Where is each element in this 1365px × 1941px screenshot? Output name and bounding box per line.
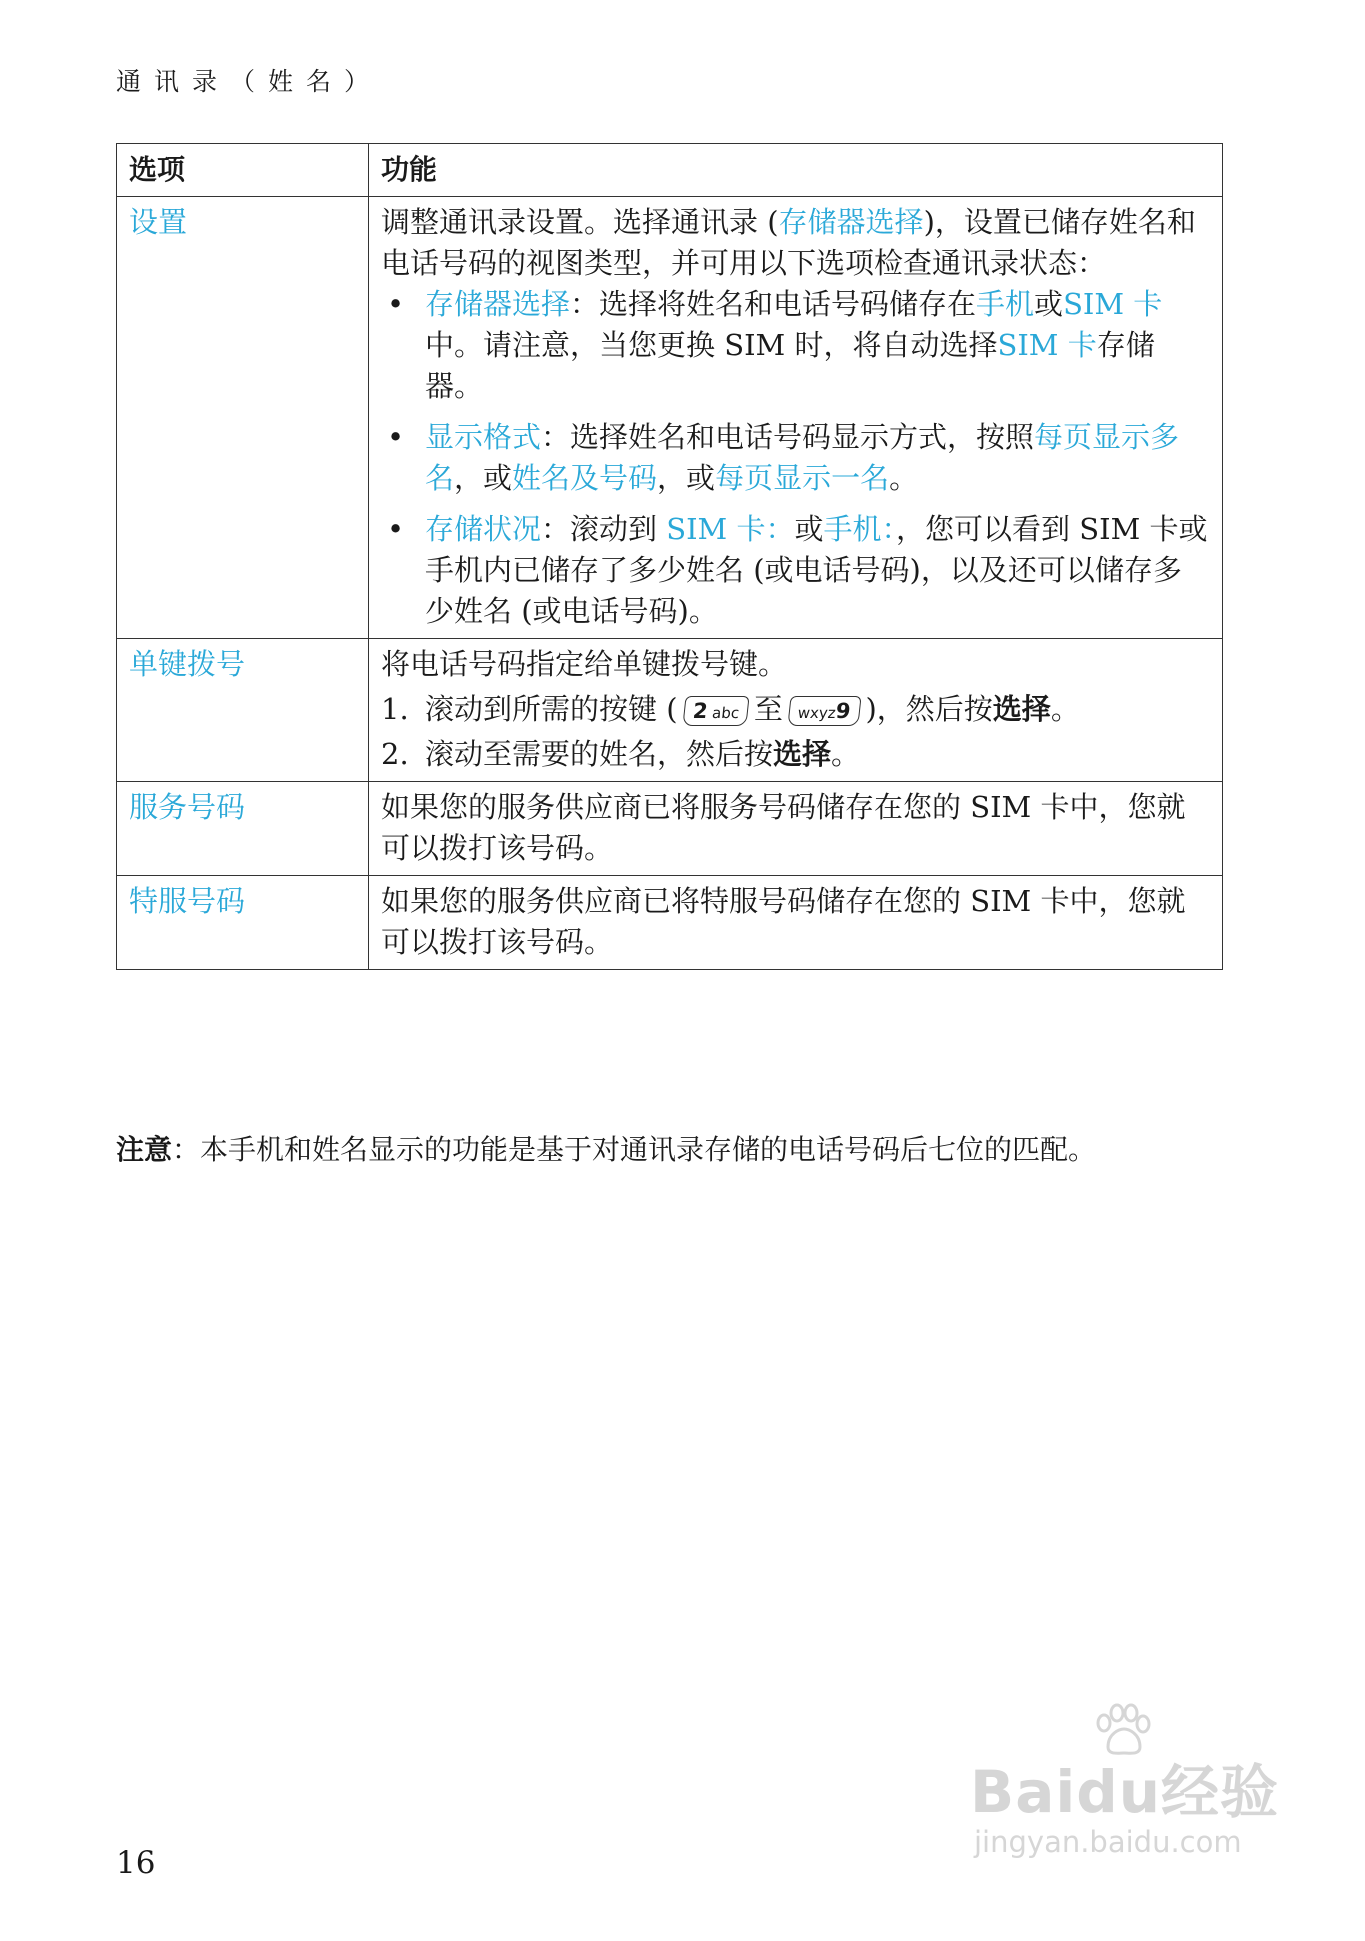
note (116, 1128, 1096, 1168)
column-header-function: 功能 (369, 144, 1223, 197)
list-item: • 存储状况：滚动到 SIM 卡：或手机：，您可以看到 SIM 卡或手机内已储存了多少姓名 (或电话号码)，以及还可以储存多少姓名 (或电话号码)。 (381, 509, 1210, 632)
note-label: 注意 (116, 1133, 173, 1166)
list-item: • 显示格式：选择姓名和电话号码显示方式，按照每页显示多名，或姓名及号码，或每页显示一名。 (381, 417, 1210, 499)
option-special-numbers: 特服号码 (117, 876, 369, 970)
watermark-logo: Baidu经验 (970, 1758, 1280, 1826)
settings-intro: 调整通讯录设置。选择通讯录 (存储器选择)，设置已储存姓名和电话号码的视图类型，并可用以下选项检查通讯录状态： (381, 205, 1196, 280)
list-item: 1. 滚动到所需的按键 ( 2 abc 至 wxyz9 )，然后按选择。 (381, 692, 1080, 726)
bullet-icon: • (387, 287, 405, 321)
bullet-icon: • (387, 512, 405, 546)
table-row (117, 876, 1223, 970)
key-2-icon: 2 abc (682, 696, 750, 726)
options-table (116, 143, 1223, 970)
page-header: 通讯录（姓名） (116, 67, 383, 96)
speed-dial-description: 将电话号码指定给单键拨号键。 1. 滚动到所需的按键 ( 2 abc 至 wxyz9 )，然后按选择。 2. 滚动至需要的姓名，然后按选择。 (369, 639, 1223, 782)
settings-bullet-list (381, 284, 1210, 632)
special-numbers-description: 如果您的服务供应商已将特服号码储存在您的 SIM 卡中，您就可以拨打该号码。 (369, 876, 1223, 970)
note-text: ：本手机和姓名显示的功能是基于对通讯录存储的电话号码后七位的匹配。 (172, 1133, 1097, 1166)
column-header-option: 选项 (117, 144, 369, 197)
speed-dial-steps (381, 689, 1210, 775)
option-service-numbers: 服务号码 (117, 782, 369, 876)
table-row (117, 782, 1223, 876)
watermark (970, 1745, 1279, 1859)
bullet-icon: • (387, 420, 405, 454)
paw-icon (1092, 1703, 1152, 1757)
list-item: • 存储器选择：选择将姓名和电话号码储存在手机或SIM 卡中。请注意，当您更换 SIM 时，将自动选择SIM 卡存储器。 (381, 284, 1210, 407)
service-numbers-description: 如果您的服务供应商已将服务号码储存在您的 SIM 卡中，您就可以拨打该号码。 (369, 782, 1223, 876)
table-row (117, 197, 1223, 639)
table-row (117, 639, 1223, 782)
page-number: 16 (116, 1845, 156, 1881)
key-9-icon: wxyz9 (787, 696, 861, 726)
settings-description (369, 197, 1223, 639)
list-item: 2. 滚动至需要的姓名，然后按选择。 (381, 737, 861, 771)
option-settings: 设置 (117, 197, 369, 639)
table-header-row (117, 144, 1223, 197)
option-speed-dial: 单键拨号 (117, 639, 369, 782)
watermark-url: jingyan.baidu.com (974, 1825, 1242, 1859)
